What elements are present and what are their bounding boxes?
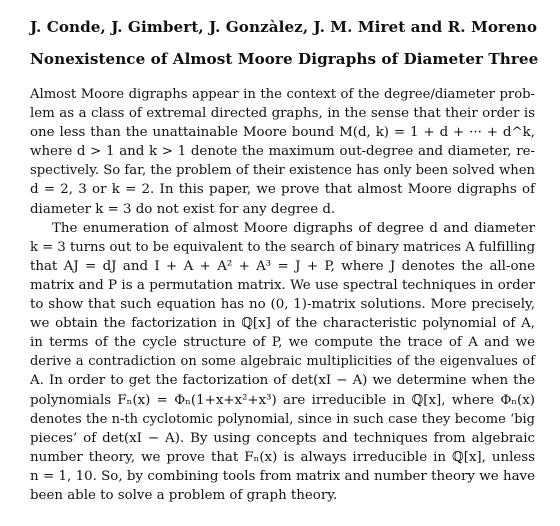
abstract-line: polynomials Fₙ(x) = Φₙ(1+x+x²+x³) are irreducible in ℚ[x], where Φₙ(x) [30, 392, 535, 408]
author-list: J. Conde, J. Gimbert, J. Gonzàlez, J. M. Miret and R. Moreno [30, 18, 538, 36]
abstract-line: derive a contradiction on some algebraic multiplicities of the eigenvalues of [30, 354, 535, 370]
abstract-paragraph-2 [30, 219, 535, 505]
paper-title: Nonexistence of Almost Moore Digraphs of Diameter Three [30, 50, 539, 68]
abstract-line: denotes the n-th cyclotomic polynomial, since in such case they become ‘big [30, 411, 535, 427]
abstract-line: spectively. So far, the problem of their existence has only been solved when [30, 163, 535, 179]
abstract-line: n = 1, 10. So, by combining tools from matrix and number theory we have [30, 468, 535, 484]
abstract-paragraph-1 [30, 85, 535, 219]
abstract-line: number theory, we prove that Fₙ(x) is always irreducible in ℚ[x], unless [30, 449, 535, 465]
abstract-line: to show that such equation has no (0, 1)-matrix solutions. More precisely, [30, 297, 535, 313]
abstract-line: The enumeration of almost Moore digraphs of degree d and diameter [52, 220, 535, 236]
abstract-line: that AJ = dJ and I + A + A² + A³ = J + P, where J denotes the all-one [30, 258, 535, 274]
abstract-line: k = 3 turns out to be equivalent to the search of binary matrices A fulfilling [30, 239, 535, 255]
abstract-line: A. In order to get the factorization of det(xI − A) we determine when the [30, 373, 535, 389]
abstract-line: in terms of the cycle structure of P, we compute the trace of A and we [30, 335, 535, 351]
abstract-line: been able to solve a problem of graph theory. [30, 487, 338, 503]
abstract-line: one less than the unattainable Moore bound M(d, k) = 1 + d + ··· + d^k, [30, 125, 535, 141]
abstract-line: where d > 1 and k > 1 denote the maximum out-degree and diameter, re- [30, 144, 535, 160]
abstract-line: matrix and P is a permutation matrix. We use spectral techniques in order [30, 277, 535, 293]
abstract-line: diameter k = 3 do not exist for any degree d. [30, 201, 336, 217]
abstract-line: lem as a class of extremal directed graphs, in the sense that their order is [30, 106, 535, 122]
abstract-line: Almost Moore digraphs appear in the context of the degree/diameter prob- [30, 87, 535, 102]
abstract-line: we obtain the factorization in ℚ[x] of the characteristic polynomial of A, [30, 316, 535, 332]
abstract-line: pieces’ of det(xI − A). By using concepts and techniques from algebraic [30, 430, 535, 446]
abstract-line: d = 2, 3 or k = 2. In this paper, we prove that almost Moore digraphs of [30, 182, 535, 198]
